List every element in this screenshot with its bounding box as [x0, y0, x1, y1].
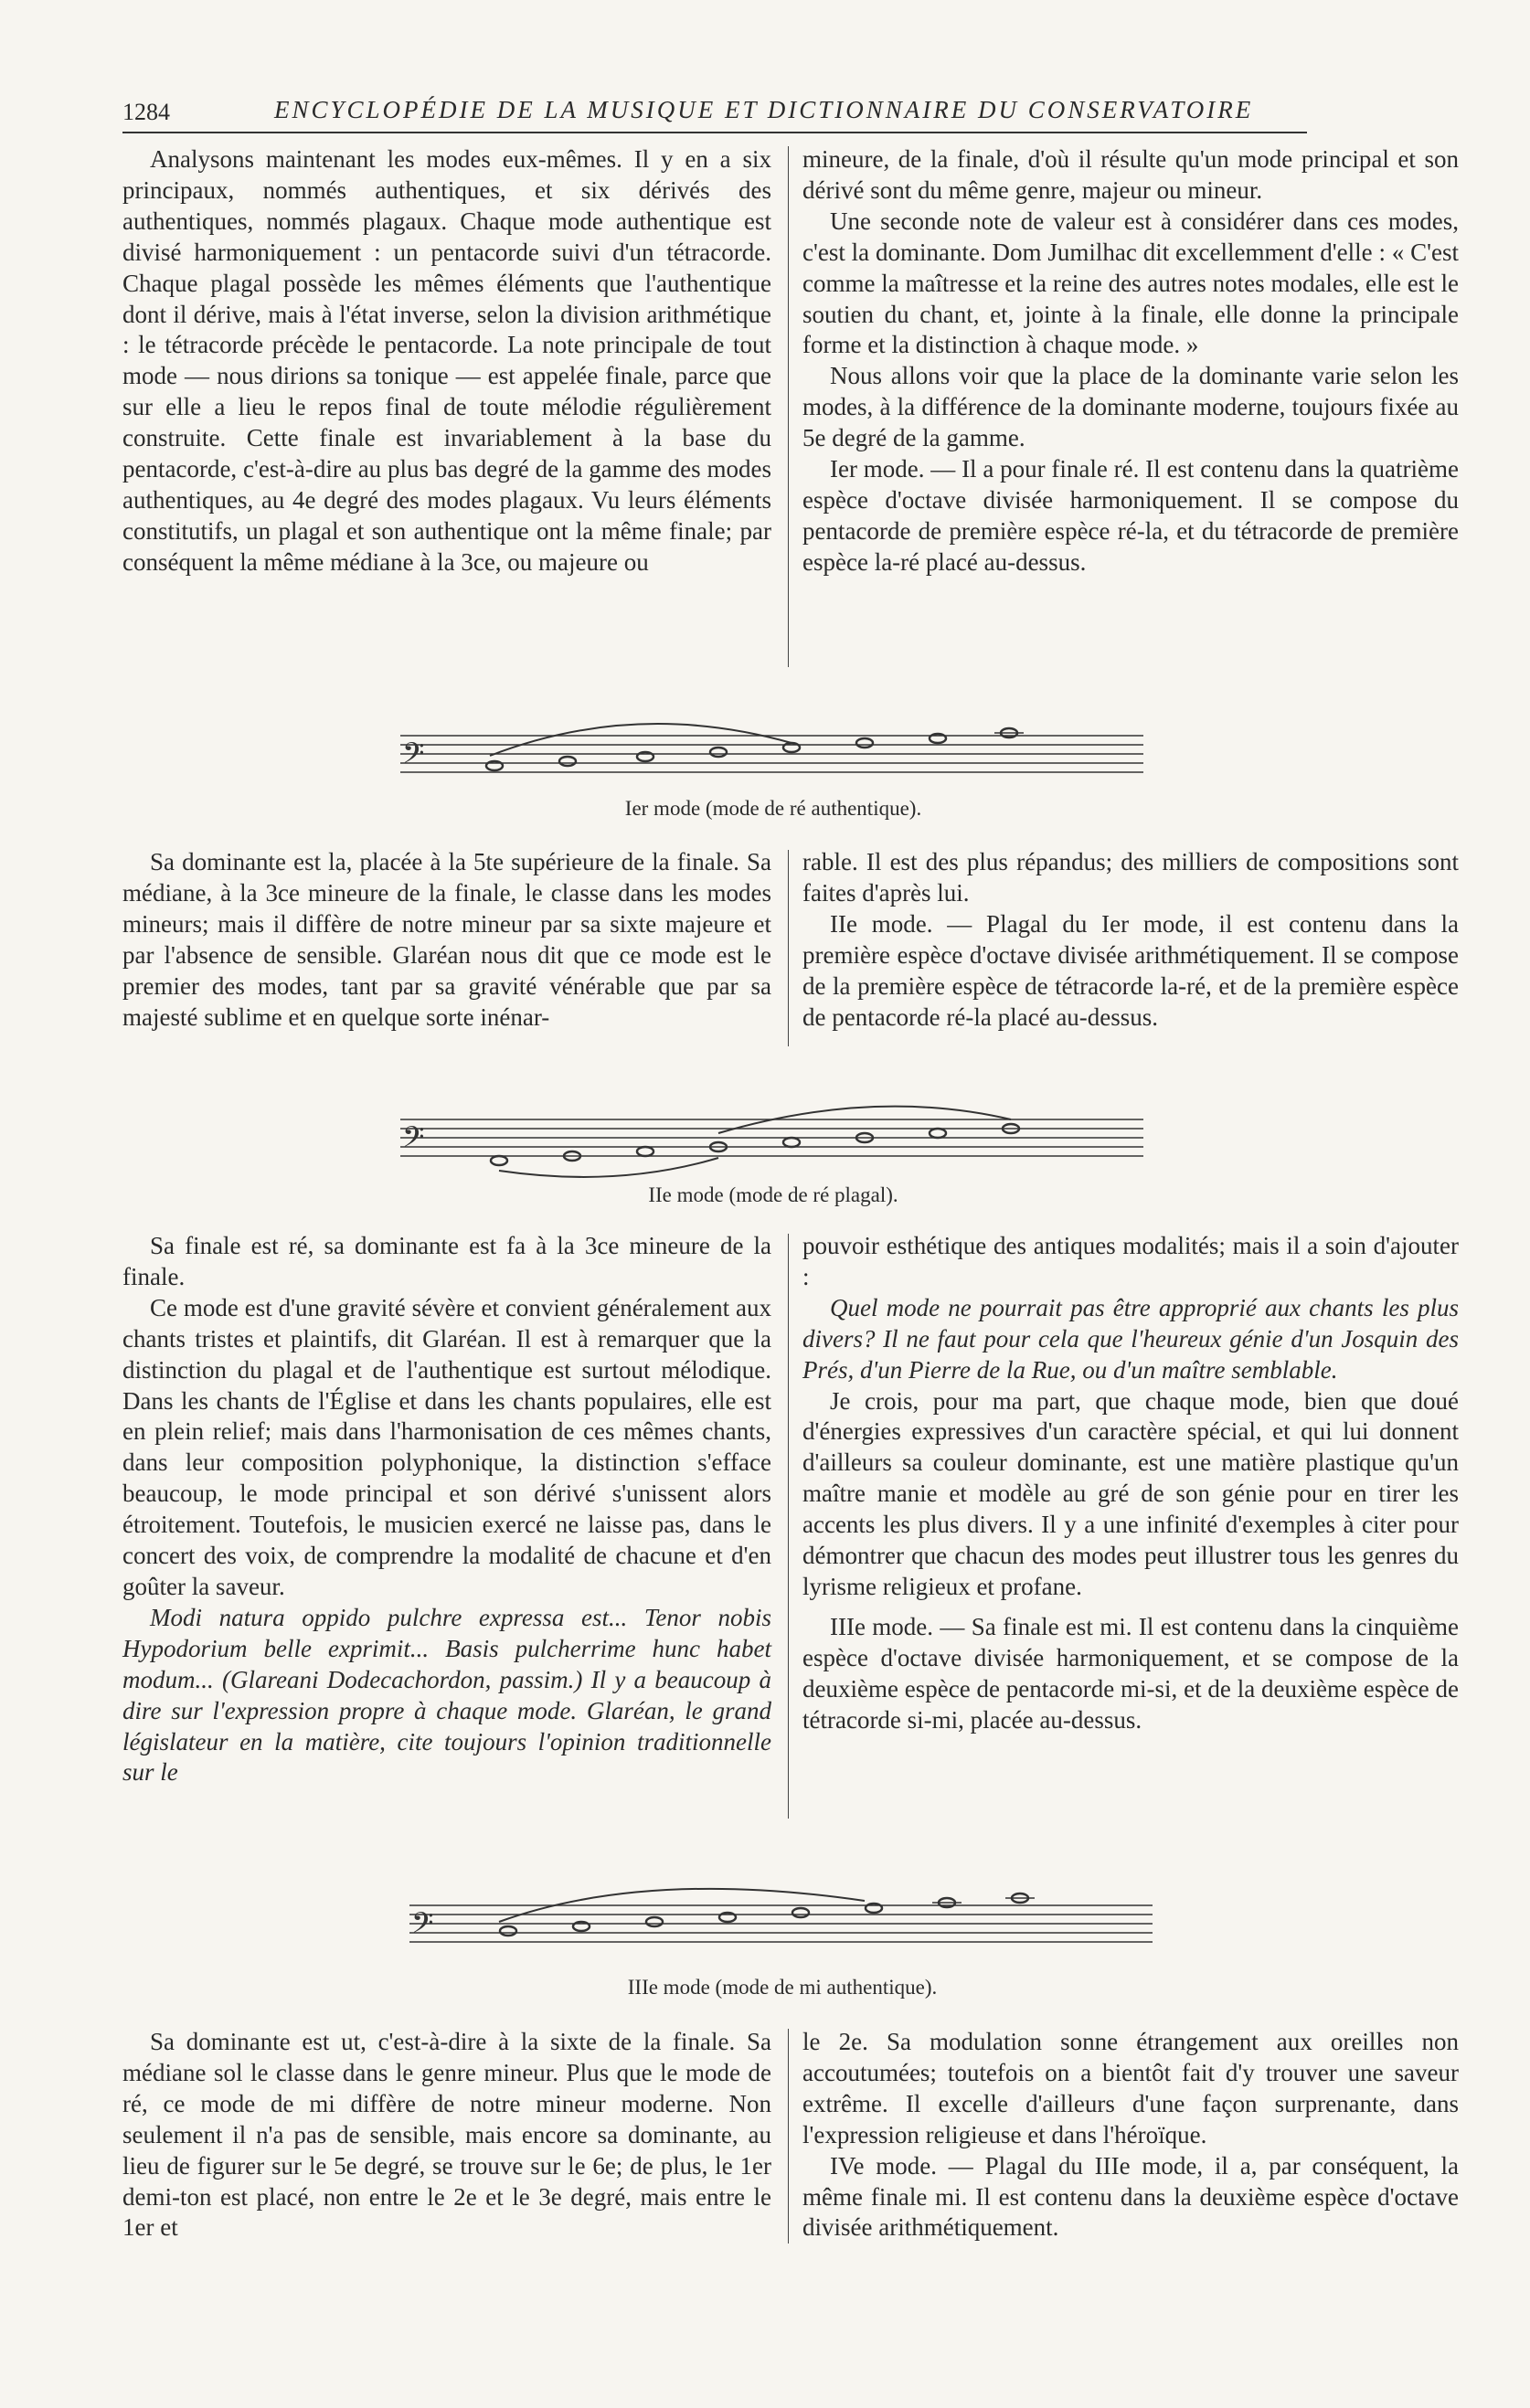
- paragraph: Une seconde note de valeur est à considérer dans ces modes, c'est la dominante. Dom Jumilhac dit excellemment d'elle : « C'est comme la maîtresse et la reine des autres notes modales, elle est le soutien du chant, et, jointe à la finale, elle donne la principale forme et la distinction à chaque mode. »: [802, 207, 1459, 359]
- paragraph: IIIe mode. — Sa finale est mi. Il est contenu dans la cinquième espèce d'octave divisée harmoniquement, et se compose de la deuxième espèce de pentacorde mi-si, et de la deuxième espèce de tétracorde si-mi, placée au-dessus.: [802, 1612, 1459, 1734]
- text-column-left: [122, 847, 771, 1033]
- music-staff: [408, 1860, 1157, 1960]
- bass-clef-icon: 𝄢: [402, 1120, 425, 1161]
- paragraph: Nous allons voir que la place de la dominante varie selon les modes, à la différence de la dominante moderne, toujours fixée au 5e degré de la gamme.: [802, 362, 1459, 452]
- paragraph: pouvoir esthétique des antiques modalités; mais il a soin d'ajouter :: [802, 1232, 1459, 1290]
- paragraph: rable. Il est des plus répandus; des milliers de compositions sont faites d'après lui.: [802, 848, 1459, 907]
- paragraph: Sa dominante est ut, c'est-à-dire à la sixte de la finale. Sa médiane sol le classe dans le genre mineur. Plus que le mode de ré, ce mode de mi diffère de notre mineur moderne. Non seulement il n'a pas de sensible, mais encore sa dominante, au lieu de figurer sur le 5e degré, se trouve sur le 6e; de plus, le 1er demi-ton est placé, non entre le 2e et le 3e degré, mais entre le 1er et: [122, 2028, 771, 2242]
- text-column-left: [122, 1231, 771, 1788]
- column-rule: [788, 2029, 789, 2244]
- text-column-right: [802, 847, 1459, 1033]
- running-title: ENCYCLOPÉDIE DE LA MUSIQUE ET DICTIONNAIRE DU CONSERVATOIRE: [274, 96, 1254, 123]
- paragraph: Je crois, pour ma part, que chaque mode, bien que doué d'énergies expressives d'un caractère spécial, et qui lui donnent d'ailleurs sa couleur dominante, est une matière plastique qu'un maître manie et modèle au gré de son génie pour en tirer les accents les plus divers. Il y a une infinité d'exemples à citer pour démontrer que chacun des modes peut illustrer tous les genres du lyrisme religieux et profane.: [802, 1386, 1459, 1600]
- text-column-left: [122, 2027, 771, 2244]
- text-column-right: [802, 144, 1459, 578]
- paragraph: IIe mode. — Plagal du Ier mode, il est contenu dans la première espèce d'octave divisée arithmétiquement. Il se compose de la première espèce de tétracorde la-ré, et de la première espèce de pentacorde ré-la placé au-dessus.: [802, 909, 1459, 1031]
- music-staff: [398, 690, 1148, 790]
- text-column-right: [802, 1231, 1459, 1736]
- paragraph: Modi natura oppido pulchre expressa est... Tenor nobis Hypodorium belle exprimit... Basis pulcherrime hunc habet modum... (Glareani Dodecachordon, passim.) Il y a beaucoup à dire sur l'expression propre à chaque mode. Glaréan, le grand législateur en la matière, cite toujours l'opinion traditionnelle sur le: [122, 1603, 771, 1787]
- header-rule: [122, 132, 1307, 133]
- paragraph: Quel mode ne pourrait pas être approprié aux chants les plus divers? Il ne faut pour cela que l'heureux génie d'un Josquin des Prés, d'un Pierre de la Rue, ou d'un maître semblable.: [802, 1293, 1459, 1384]
- text-column-left: [122, 144, 771, 578]
- bass-clef-icon: 𝄢: [402, 737, 425, 777]
- page-number: 1284: [122, 99, 170, 125]
- example-caption: Ier mode (mode de ré authentique).: [624, 797, 922, 820]
- paragraph: Ce mode est d'une gravité sévère et convient généralement aux chants tristes et plaintifs, dit Glaréan. Il est à remarquer que la distinction du plagal et de l'authentique est surtout mélodique. Dans les chants de l'Église et dans les chants populaires, elle est en plein relief; mais dans l'harmonisation de ces mêmes chants, dans leur composition polyphonique, la distinction s'efface beaucoup, le mode principal et son dérivé s'unissent alors étroitement. Toutefois, le musicien exercé ne laisse pas, dans le concert des voix, de comprendre la modalité de chacune et d'en goûter la saveur.: [122, 1293, 771, 1600]
- example-caption: IIe mode (mode de ré plagal).: [648, 1183, 898, 1206]
- column-rule: [788, 850, 789, 1046]
- bass-clef-icon: 𝄢: [411, 1906, 434, 1947]
- paragraph: le 2e. Sa modulation sonne étrangement aux oreilles non accoutumées; toutefois on a bientôt fait d'y trouver une saveur extrême. Il excelle d'ailleurs d'une façon surprenante, dans l'expression religieuse et dans l'héroïque.: [802, 2028, 1459, 2148]
- column-rule: [788, 146, 789, 667]
- example-caption: IIIe mode (mode de mi authentique).: [627, 1976, 938, 1999]
- column-rule: [788, 1234, 789, 1819]
- paragraph: Sa dominante est la, placée à la 5te supérieure de la finale. Sa médiane, à la 3ce mineure de la finale, le classe dans les modes mineurs; mais il diffère de notre mineur par sa sixte majeure et par l'absence de sensible. Glaréan nous dit que ce mode est le premier des modes, tant par sa gravité vénérable que par sa majesté sublime et en quelque sorte inénar-: [122, 848, 771, 1031]
- paragraph: Analysons maintenant les modes eux-mêmes. Il y en a six principaux, nommés authentiques, et six dérivés des authentiques, nommés plagaux. Chaque mode authentique est divisé harmoniquement : un pentacorde suivi d'un tétracorde. Chaque plagal possède les mêmes éléments que l'authentique dont il dérive, mais à l'état inverse, selon la division arithmétique : le tétracorde précède le pentacorde. La note principale de tout mode — nous dirions sa tonique — est appelée finale, parce que sur elle a lieu le repos final de toute mélodie régulièrement construite. Cette finale est invariablement à la base du pentacorde, c'est-à-dire au plus bas degré de la gamme des modes authentiques, au 4e degré des modes plagaux. Vu leurs éléments constitutifs, un plagal et son authentique ont la même finale; par conséquent la même médiane à la 3ce, ou majeure ou: [122, 145, 771, 576]
- paragraph: IVe mode. — Plagal du IIIe mode, il a, par conséquent, la même finale mi. Il est contenu dans la deuxième espèce d'octave divisée arithmétiquement.: [802, 2151, 1459, 2242]
- music-staff: [398, 1092, 1148, 1193]
- paragraph: mineure, de la finale, d'où il résulte qu'un mode principal et son dérivé sont du même genre, majeur ou mineur.: [802, 145, 1459, 204]
- text-column-right: [802, 2027, 1459, 2244]
- paragraph: Sa finale est ré, sa dominante est fa à la 3ce mineure de la finale.: [122, 1232, 771, 1290]
- paragraph: Ier mode. — Il a pour finale ré. Il est contenu dans la quatrième espèce d'octave divisée harmoniquement. Il se compose du pentacorde de première espèce ré-la, et du tétracorde de première espèce la-ré placé au-dessus.: [802, 455, 1459, 576]
